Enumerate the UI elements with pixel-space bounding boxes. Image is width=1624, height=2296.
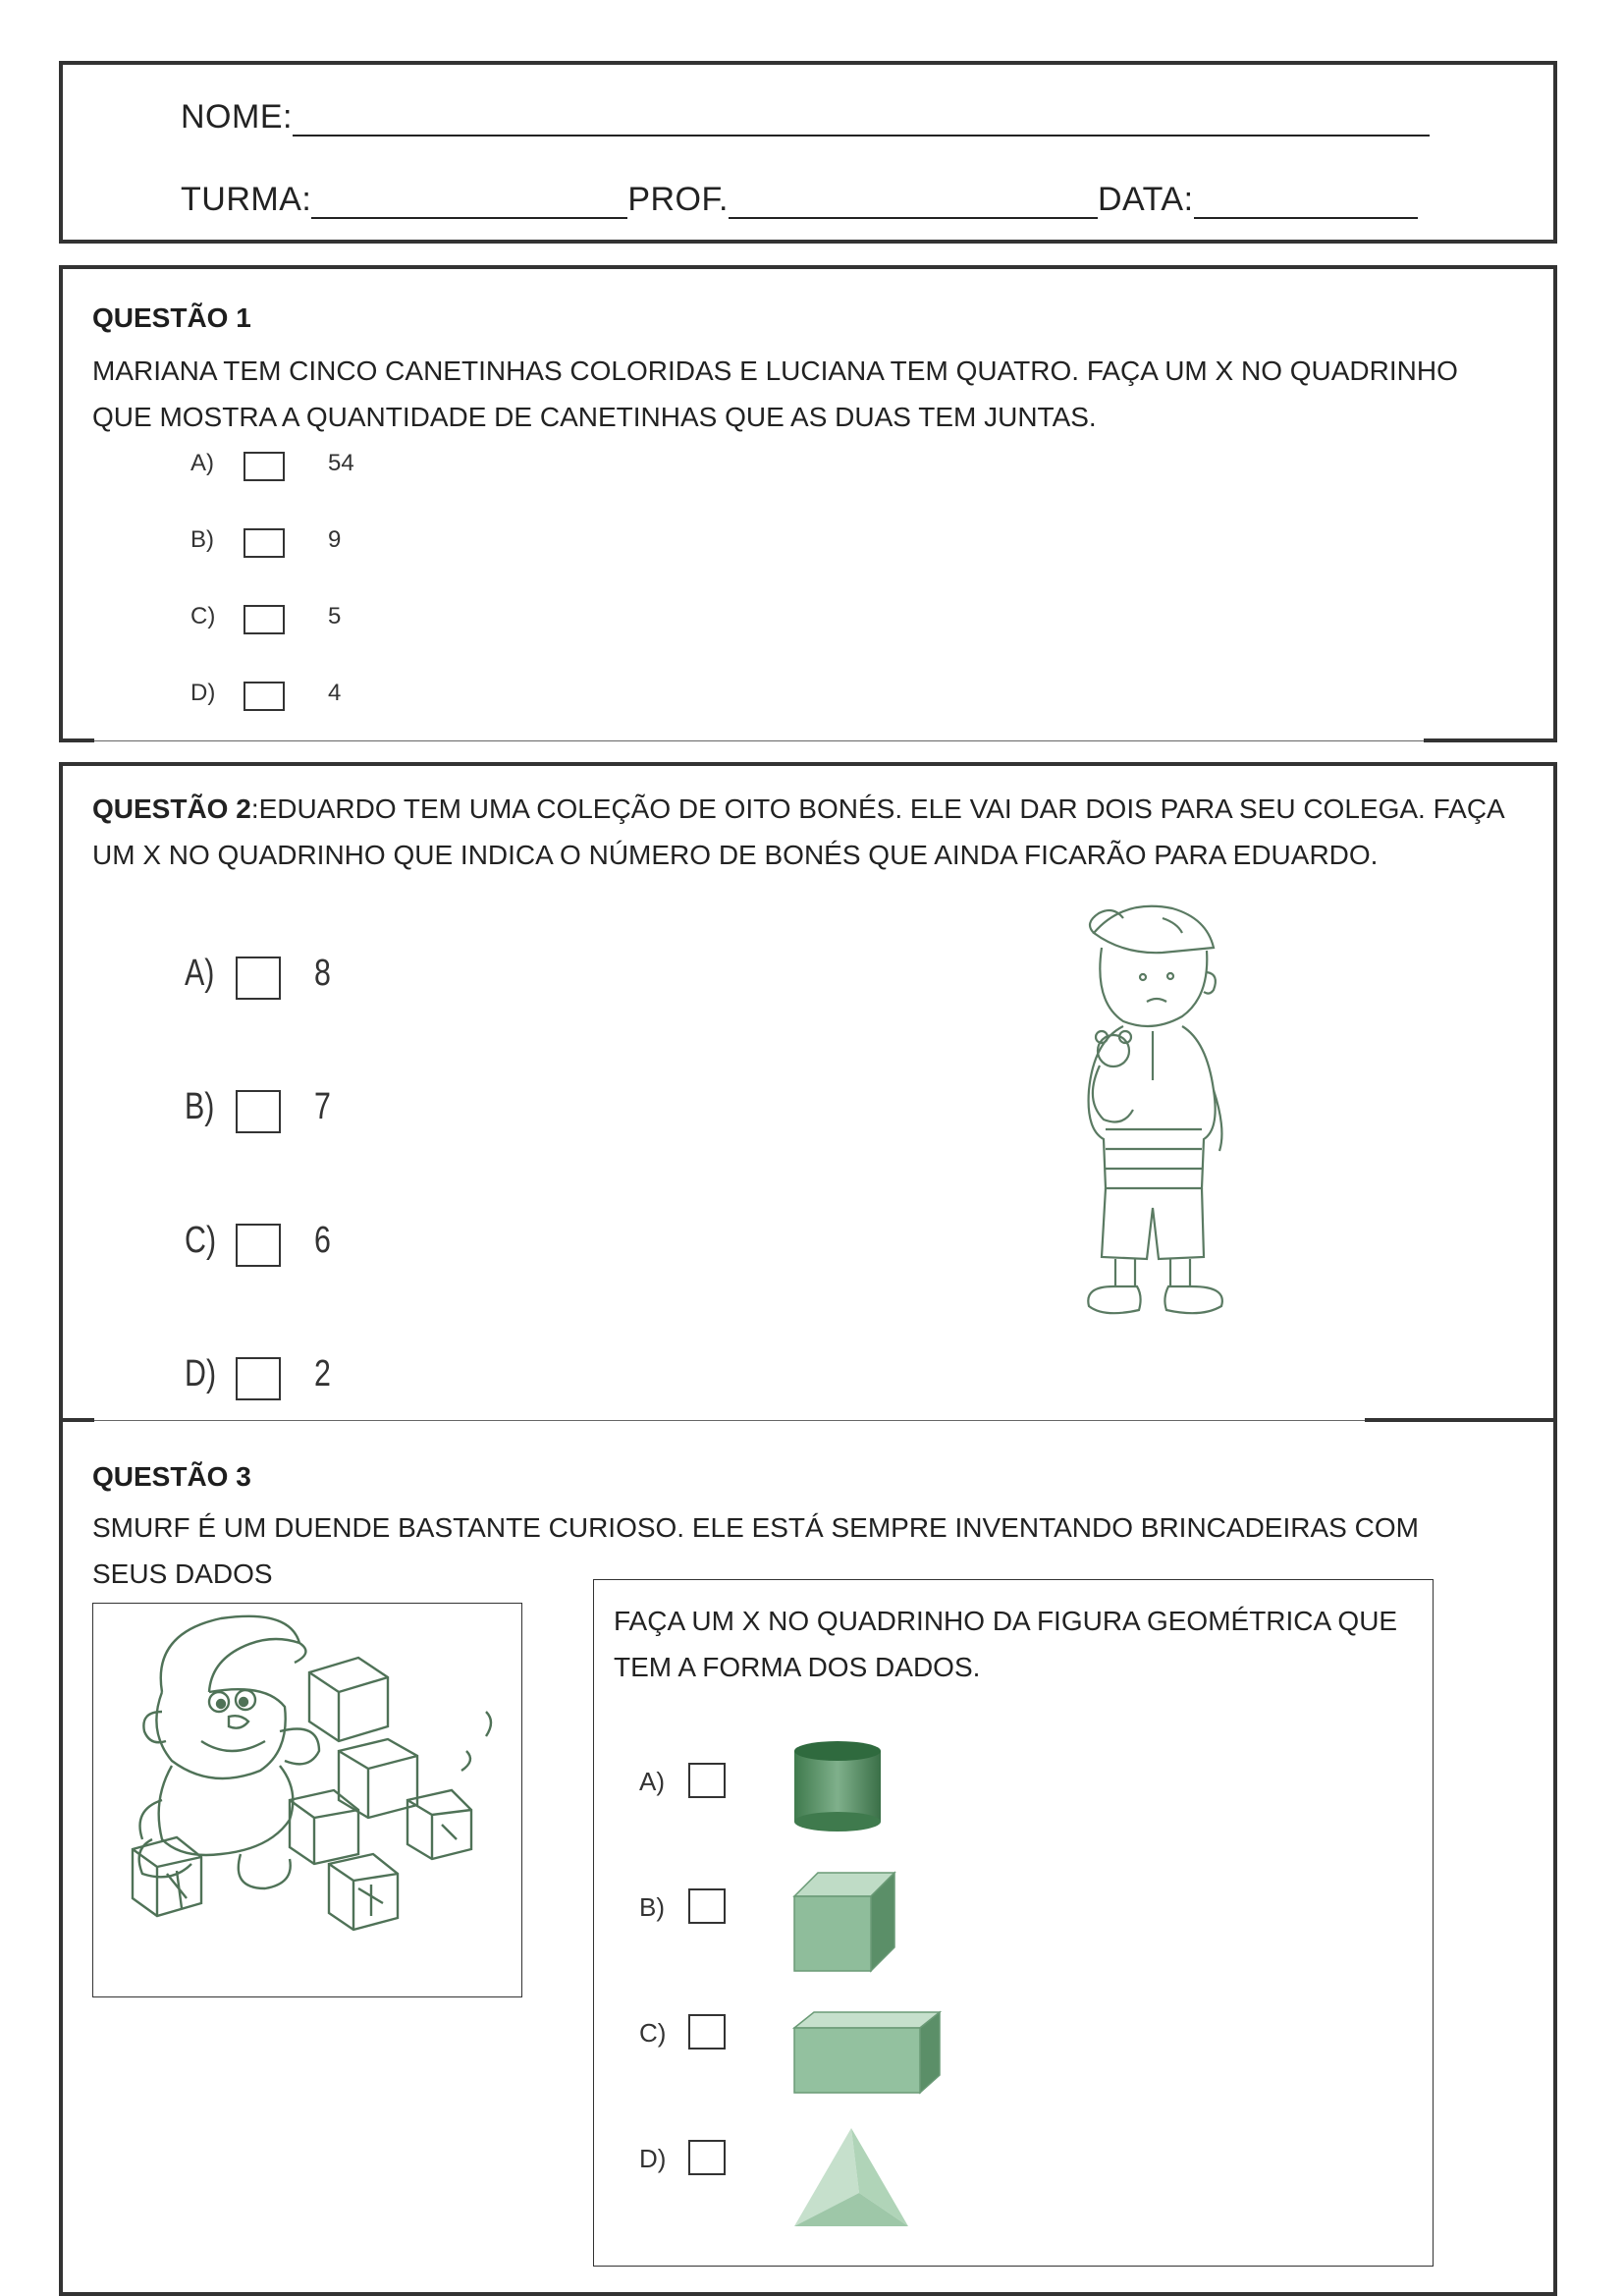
prof-field[interactable] [729,186,1098,219]
question-1-bottom-edge-right [1424,738,1557,742]
question-3-text-line-2: SEUS DADOS [92,1558,273,1589]
q2-option-d-value: 2 [314,1353,331,1394]
q1-option-a-checkbox[interactable] [244,452,285,481]
q2-option-b-checkbox[interactable] [236,1090,281,1133]
q1-option-c-value: 5 [328,603,342,629]
boy-with-cap-icon [1045,894,1261,1326]
prof-label: PROF. [627,181,729,218]
q1-option-a-value: 54 [328,450,354,476]
q2-option-a-letter: A) [185,953,215,994]
q3-option-d-letter: D) [639,2144,667,2173]
header-box [59,61,1557,244]
instruction-box [593,1579,1434,2267]
question-2-bottom-edge-thin [94,1420,1365,1421]
q1-option-a-letter: A) [190,450,214,476]
nome-label: NOME: [181,98,293,136]
smurf-with-dice-icon [93,1604,521,1996]
question-2-text-line-2: UM X NO QUADRINHO QUE INDICA O NÚMERO DE BONÉS QUE AINDA FICARÃO PARA EDUARDO. [92,840,1379,870]
q2-option-b-value: 7 [314,1086,331,1127]
q3-option-b-letter: B) [639,1892,665,1922]
question-1-bottom-edge-left [59,738,94,742]
q1-option-c-checkbox[interactable] [244,605,285,634]
smurf-illustration-frame [92,1603,522,1997]
q2-option-c-letter: C) [185,1220,217,1261]
q1-option-b-value: 9 [328,526,342,553]
pyramid-icon [790,2124,912,2230]
q2-option-d-letter: D) [185,1353,217,1394]
q1-option-b-letter: B) [190,526,214,553]
turma-row [181,181,1555,219]
question-1-title: QUESTÃO 1 [92,302,251,333]
q2-option-b-letter: B) [185,1086,215,1127]
q2-option-d-checkbox[interactable] [236,1357,281,1400]
instruction-line-2: TEM A FORMA DOS DADOS. [614,1652,981,1682]
q2-option-c-checkbox[interactable] [236,1224,281,1267]
question-1-text-line-2: QUE MOSTRA A QUANTIDADE DE CANETINHAS QUE AS DUAS TEM JUNTAS. [92,402,1097,432]
rectangular-prism-icon [790,2008,944,2097]
data-label: DATA: [1097,181,1194,218]
q1-option-c-letter: C) [190,603,216,629]
question-1-bottom-edge-thin [94,740,1424,741]
q1-option-d-value: 4 [328,680,342,706]
turma-label: TURMA: [181,181,312,218]
question-2-title: QUESTÃO 2 [92,793,251,824]
q1-option-d-checkbox[interactable] [244,682,285,711]
q2-option-a-value: 8 [314,953,331,994]
q1-option-d-letter: D) [190,680,216,706]
q1-option-b-checkbox[interactable] [244,528,285,558]
nome-row [181,98,1496,137]
question-2-text-line-1-body: :EDUARDO TEM UMA COLEÇÃO DE OITO BONÉS. ELE VAI DAR DOIS PARA SEU COLEGA. FAÇA [250,793,1505,824]
question-3-text-line-1: SMURF É UM DUENDE BASTANTE CURIOSO. ELE ESTÁ SEMPRE INVENTANDO BRINCADEIRAS COM [92,1512,1419,1543]
instruction-line-1: FAÇA UM X NO QUADRINHO DA FIGURA GEOMÉTRICA QUE [614,1606,1398,1636]
q2-option-a-checkbox[interactable] [236,957,281,1000]
data-field[interactable] [1194,186,1418,219]
question-2-box [59,762,1557,1422]
q3-option-b-checkbox[interactable] [688,1888,726,1924]
turma-field[interactable] [311,186,627,219]
q3-option-c-checkbox[interactable] [688,2014,726,2050]
question-3-title: QUESTÃO 3 [92,1461,251,1492]
question-1-text-line-1: MARIANA TEM CINCO CANETINHAS COLORIDAS E LUCIANA TEM QUATRO. FAÇA UM X NO QUADRINHO [92,355,1458,386]
q3-option-a-checkbox[interactable] [688,1763,726,1798]
cube-icon [790,1869,900,1977]
question-3-box [59,1422,1557,2296]
question-2-text-line-1 [92,786,1505,832]
cylinder-icon [790,1737,885,1835]
question-1-box [59,265,1557,742]
q3-option-d-checkbox[interactable] [688,2140,726,2175]
q3-option-c-letter: C) [639,2018,667,2048]
q2-option-c-value: 6 [314,1220,331,1261]
nome-field[interactable] [293,103,1430,137]
q3-option-a-letter: A) [639,1767,665,1796]
